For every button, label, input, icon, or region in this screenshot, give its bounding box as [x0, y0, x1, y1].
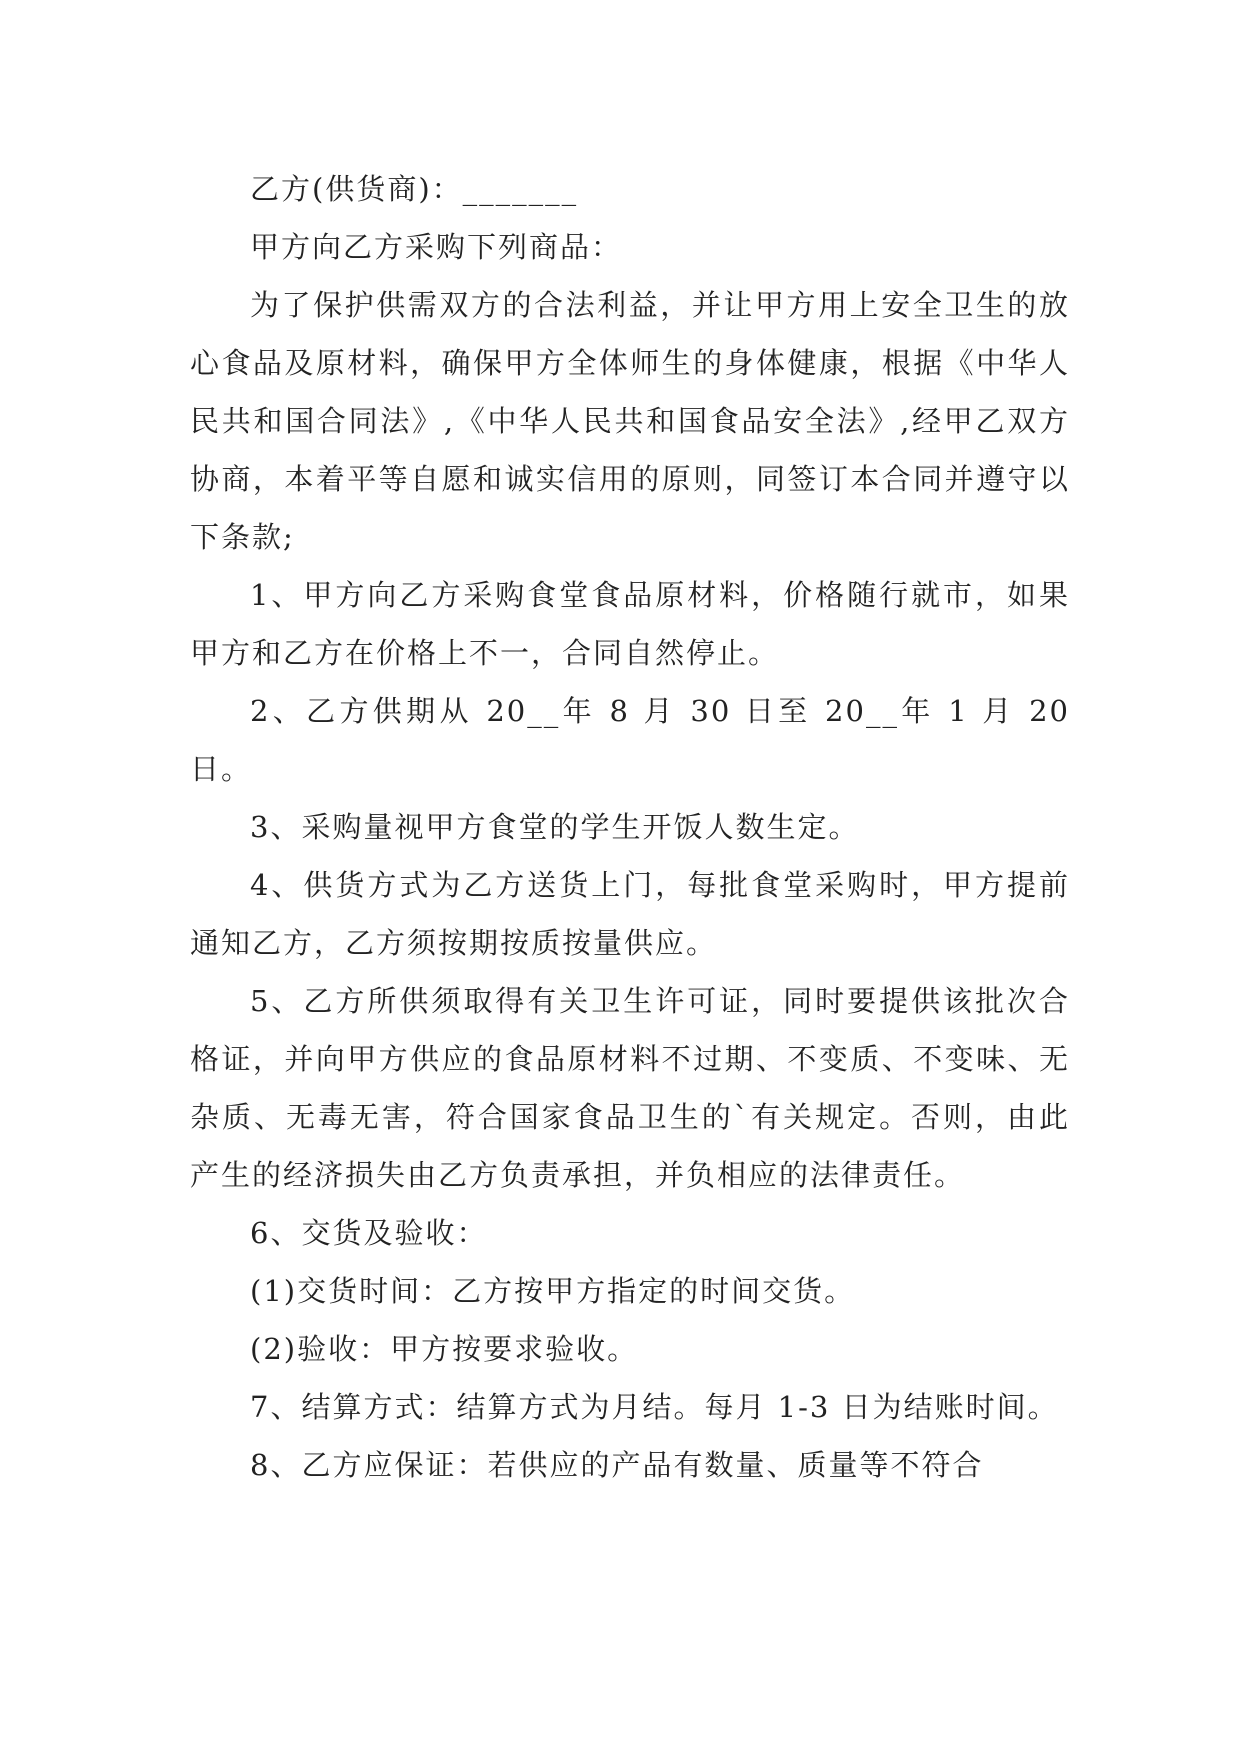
document-body	[190, 160, 1082, 1494]
clause-4: 4、供货方式为乙方送货上门，每批食堂采购时，甲方提前通知乙方，乙方须按期按质按量供应。	[190, 868, 1070, 960]
clause-6-item-2: (2)验收：甲方按要求验收。	[250, 1332, 639, 1366]
clause-5: 5、乙方所供须取得有关卫生许可证，同时要提供该批次合格证，并向甲方供应的食品原材料不过期、不变质、不变味、无杂质、无毒无害，符合国家食品卫生的`有关规定。否则，由此产生的经济损失由乙方负责承担，并负相应的法律责任。	[190, 984, 1070, 1192]
clause-6: 6、交货及验收：	[250, 1216, 488, 1250]
clause-7: 7、结算方式：结算方式为月结。每月 1-3 日为结账时间。	[250, 1390, 1059, 1424]
preamble-paragraph: 为了保护供需双方的合法利益，并让甲方用上安全卫生的放心食品及原材料，确保甲方全体师生的身体健康，根据《中华人民共和国合同法》,《中华人民共和国食品安全法》,经甲乙双方协商，本着平等自愿和诚实信用的原则，同签订本合同并遵守以下条款;	[190, 288, 1070, 554]
clause-8: 8、乙方应保证：若供应的产品有数量、质量等不符合	[250, 1448, 984, 1482]
clause-2: 2、乙方供期从 20__年 8 月 30 日至 20__年 1 月 20 日。	[190, 694, 1082, 786]
purchase-intro: 甲方向乙方采购下列商品：	[250, 230, 623, 264]
clause-6-item-1: (1)交货时间：乙方按甲方指定的时间交货。	[250, 1274, 856, 1308]
supplier-line: 乙方(供货商)：_______	[250, 172, 579, 206]
clause-3: 3、采购量视甲方食堂的学生开饭人数生定。	[250, 810, 860, 844]
clause-1: 1、甲方向乙方采购食堂食品原材料，价格随行就市，如果甲方和乙方在价格上不一，合同自然停止。	[190, 578, 1070, 670]
